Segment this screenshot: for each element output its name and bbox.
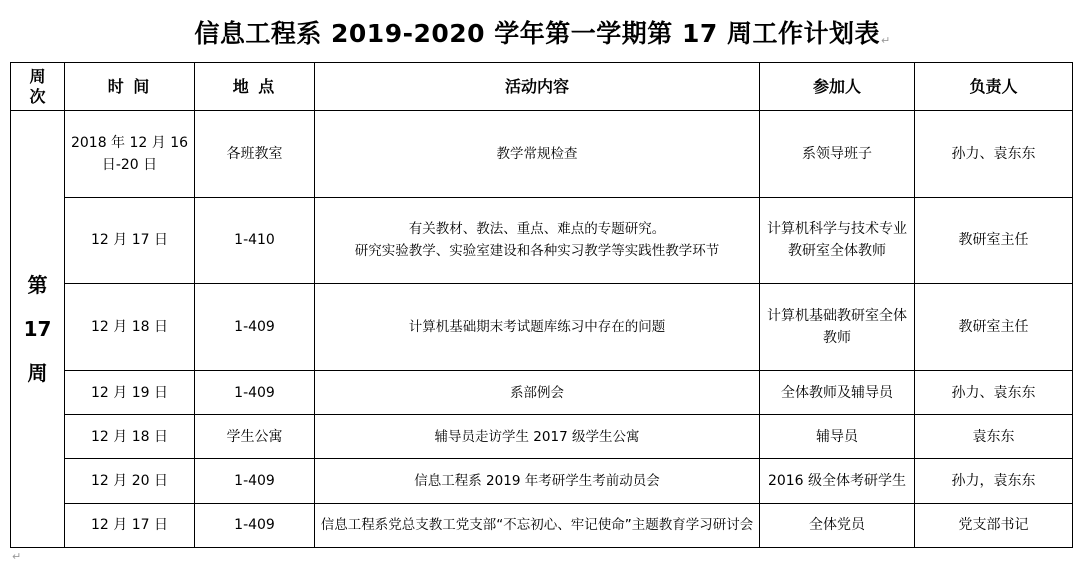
- place-cell: 1-409: [195, 459, 315, 503]
- header-participants: 参加人: [760, 63, 915, 111]
- owner-cell: 孙力、袁东东: [915, 370, 1073, 414]
- paragraph-mark-icon: ↵: [12, 550, 22, 563]
- time-cell: 12 月 18 日: [65, 284, 195, 371]
- participants-cell: 辅导员: [760, 415, 915, 459]
- header-owner: 负责人: [915, 63, 1073, 111]
- content-cell: 信息工程系党总支教工党支部“不忘初心、牢记使命”主题教育学习研讨会: [315, 503, 760, 547]
- page-title: 信息工程系 2019-2020 学年第一学期第 17 周工作计划表↵: [194, 19, 891, 48]
- place-cell: 1-409: [195, 503, 315, 547]
- participants-cell: 全体教师及辅导员: [760, 370, 915, 414]
- table-row: [11, 503, 1073, 547]
- participants-cell: 系领导班子: [760, 111, 915, 198]
- participants-cell: 计算机基础教研室全体教师: [760, 284, 915, 371]
- week-cell: 第 17 周: [11, 111, 65, 548]
- participants-cell: 全体党员: [760, 503, 915, 547]
- table-row: [11, 111, 1073, 198]
- place-cell: 1-409: [195, 370, 315, 414]
- header-week: 周 次: [11, 63, 65, 111]
- owner-cell: 孙力、袁东东: [915, 111, 1073, 198]
- content-cell: 教学常规检查: [315, 111, 760, 198]
- owner-cell: 教研室主任: [915, 197, 1073, 284]
- place-cell: 学生公寓: [195, 415, 315, 459]
- owner-cell: 袁东东: [915, 415, 1073, 459]
- participants-cell: 计算机科学与技术专业教研室全体教师: [760, 197, 915, 284]
- owner-cell: 教研室主任: [915, 284, 1073, 371]
- header-content: 活动内容: [315, 63, 760, 111]
- header-time: 时 间: [65, 63, 195, 111]
- participants-cell: 2016 级全体考研学生: [760, 459, 915, 503]
- table-row: [11, 197, 1073, 284]
- work-plan-table: [10, 62, 1073, 548]
- content-cell: 计算机基础期末考试题库练习中存在的问题: [315, 284, 760, 371]
- time-cell: 2018 年 12 月 16 日-20 日: [65, 111, 195, 198]
- time-cell: 12 月 20 日: [65, 459, 195, 503]
- table-row: [11, 459, 1073, 503]
- place-cell: 各班教室: [195, 111, 315, 198]
- content-cell: 信息工程系 2019 年考研学生考前动员会: [315, 459, 760, 503]
- content-cell: 系部例会: [315, 370, 760, 414]
- content-cell: 有关教材、教法、重点、难点的专题研究。 研究实验教学、实验室建设和各种实习教学等实践性教学环节: [315, 197, 760, 284]
- table-row: [11, 284, 1073, 371]
- place-cell: 1-409: [195, 284, 315, 371]
- time-cell: 12 月 17 日: [65, 503, 195, 547]
- table-row: [11, 370, 1073, 414]
- paragraph-mark-icon: ↵: [880, 34, 891, 47]
- time-cell: 12 月 17 日: [65, 197, 195, 284]
- place-cell: 1-410: [195, 197, 315, 284]
- time-cell: 12 月 18 日: [65, 415, 195, 459]
- content-cell: 辅导员走访学生 2017 级学生公寓: [315, 415, 760, 459]
- header-row: [11, 63, 1073, 111]
- time-cell: 12 月 19 日: [65, 370, 195, 414]
- header-place: 地 点: [195, 63, 315, 111]
- owner-cell: 孙力，袁东东: [915, 459, 1073, 503]
- table-row: [11, 415, 1073, 459]
- owner-cell: 党支部书记: [915, 503, 1073, 547]
